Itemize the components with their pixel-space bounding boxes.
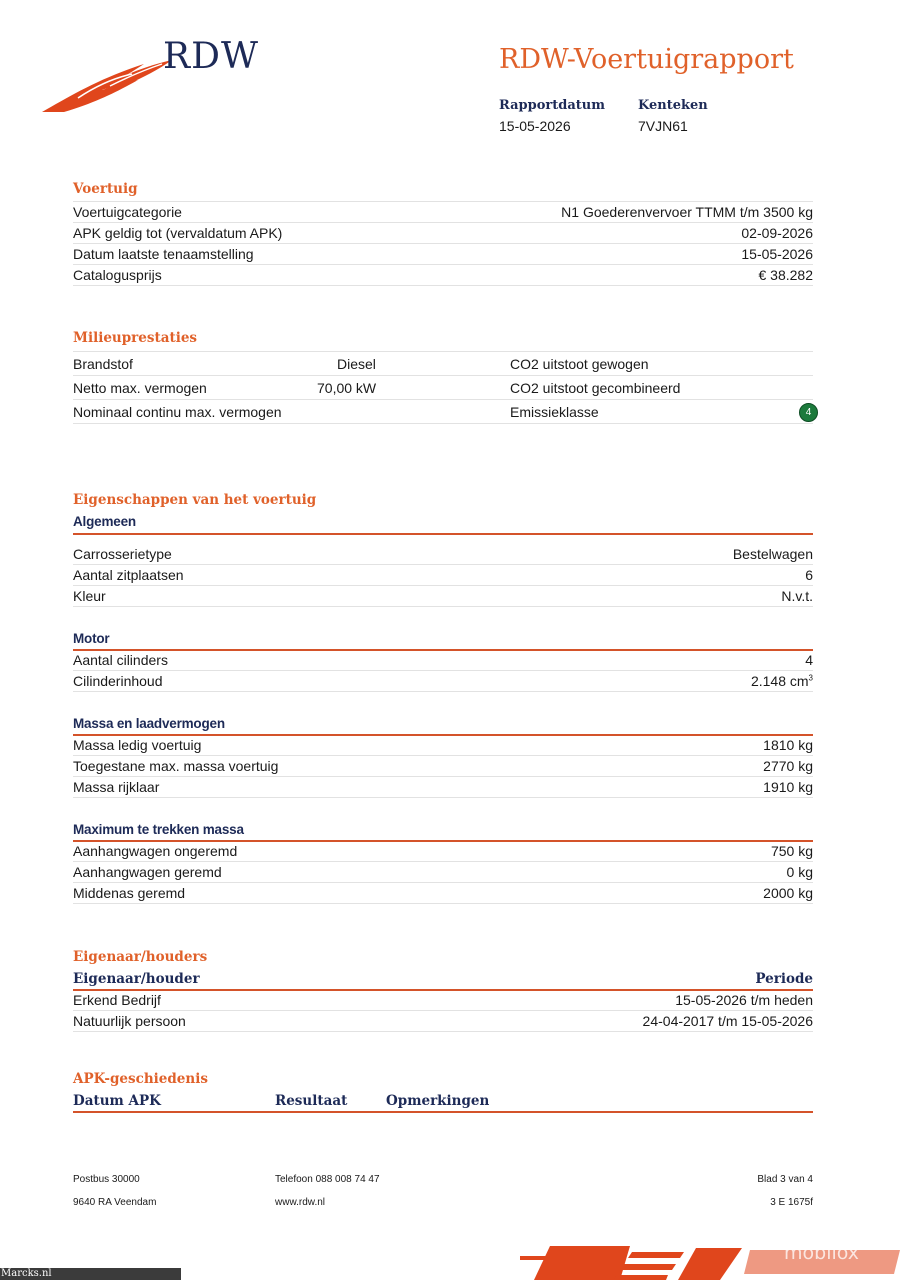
table-row bbox=[73, 265, 813, 286]
watermark-bar-left bbox=[0, 1268, 181, 1280]
divider bbox=[73, 533, 813, 535]
row-value: 750 kg bbox=[770, 843, 813, 859]
row-label: Aanhangwagen geremd bbox=[73, 864, 222, 880]
table-row bbox=[73, 1011, 813, 1032]
row-value: 24-04-2017 t/m 15-05-2026 bbox=[642, 1013, 813, 1029]
row-label: Massa rijklaar bbox=[73, 779, 160, 795]
row-label: Carrosserietype bbox=[73, 546, 172, 562]
table-row bbox=[73, 544, 813, 565]
subhead-motor: Motor bbox=[73, 631, 110, 646]
row-label: APK geldig tot (vervaldatum APK) bbox=[73, 225, 283, 241]
table-row bbox=[73, 777, 813, 798]
row-value: 2770 kg bbox=[763, 758, 813, 774]
column-header-result: Resultaat bbox=[275, 1093, 348, 1109]
row-value bbox=[751, 673, 813, 689]
row-label: Datum laatste tenaamstelling bbox=[73, 246, 254, 262]
subhead-algemeen: Algemeen bbox=[73, 514, 136, 529]
footer-address-line1: Postbus 30000 bbox=[73, 1174, 140, 1185]
report-title: RDW-Voertuigrapport bbox=[499, 44, 794, 75]
section-title-voertuig: Voertuig bbox=[73, 181, 138, 197]
table-row bbox=[73, 883, 813, 904]
row-value: 02-09-2026 bbox=[741, 225, 813, 241]
column-header-owner: Eigenaar/houder bbox=[73, 971, 200, 987]
unit-superscript: 3 bbox=[808, 673, 813, 683]
table-row bbox=[73, 990, 813, 1011]
row-label: Massa ledig voertuig bbox=[73, 737, 202, 753]
table-row bbox=[73, 352, 813, 376]
table-row bbox=[73, 202, 813, 223]
table-row bbox=[73, 650, 813, 671]
column-header-period: Periode bbox=[755, 971, 813, 987]
emission-class-badge: 4 bbox=[799, 403, 818, 422]
footer-website-link[interactable]: www.rdw.nl bbox=[275, 1197, 326, 1208]
row-label: Middenas geremd bbox=[73, 885, 186, 901]
table-row bbox=[73, 376, 813, 400]
table-row bbox=[73, 223, 813, 244]
footer-page-number: Blad 3 van 4 bbox=[757, 1174, 813, 1185]
row-value: 2000 kg bbox=[763, 885, 813, 901]
section-title-apk: APK-geschiedenis bbox=[73, 1071, 208, 1087]
row-value: N.v.t. bbox=[781, 588, 813, 604]
table-row bbox=[73, 671, 813, 692]
table-row bbox=[73, 841, 813, 862]
row-label: Erkend Bedrijf bbox=[73, 992, 161, 1008]
footer-phone: Telefoon 088 008 74 47 bbox=[275, 1174, 380, 1185]
section-title-eigenschappen: Eigenschappen van het voertuig bbox=[73, 492, 317, 508]
table-row bbox=[73, 586, 813, 607]
license-plate-value: 7VJN61 bbox=[638, 118, 688, 134]
row-label: Catalogusprijs bbox=[73, 267, 162, 283]
row-label: Brandstof bbox=[73, 356, 133, 372]
table-row bbox=[73, 735, 813, 756]
row-value: 1810 kg bbox=[763, 737, 813, 753]
row-value: € 38.282 bbox=[758, 267, 813, 283]
watermark-text-left: Marcks.nl bbox=[1, 1268, 52, 1279]
subhead-trekken: Maximum te trekken massa bbox=[73, 822, 244, 837]
row-label: Natuurlijk persoon bbox=[73, 1013, 186, 1029]
row-label: Emissieklasse bbox=[510, 404, 599, 420]
row-value: 0 kg bbox=[786, 864, 813, 880]
report-date-label: Rapportdatum bbox=[499, 98, 605, 113]
license-plate-label: Kenteken bbox=[638, 98, 708, 113]
row-value: 1910 kg bbox=[763, 779, 813, 795]
row-label: Aantal cilinders bbox=[73, 652, 168, 668]
divider bbox=[73, 1111, 813, 1113]
row-label: Cilinderinhoud bbox=[73, 673, 163, 689]
rdw-logo-text: RDW bbox=[163, 36, 259, 77]
table-row bbox=[73, 862, 813, 883]
row-label: CO2 uitstoot gewogen bbox=[510, 356, 649, 372]
rdw-logo-icon bbox=[40, 56, 175, 116]
row-value: Bestelwagen bbox=[732, 546, 813, 562]
table-row bbox=[73, 400, 813, 424]
row-value: Diesel bbox=[337, 356, 376, 372]
subhead-massa: Massa en laadvermogen bbox=[73, 716, 225, 731]
watermark-text-right: mobilox bbox=[784, 1242, 860, 1264]
row-label: Nominaal continu max. vermogen bbox=[73, 404, 282, 420]
table-row bbox=[73, 756, 813, 777]
row-label: Voertuigcategorie bbox=[73, 204, 182, 220]
row-label: Aantal zitplaatsen bbox=[73, 567, 184, 583]
row-label: Netto max. vermogen bbox=[73, 380, 207, 396]
table-row bbox=[73, 244, 813, 265]
row-value: 4 bbox=[805, 652, 813, 668]
section-title-eigenaar: Eigenaar/houders bbox=[73, 949, 208, 965]
footer-document-code: 3 E 1675f bbox=[770, 1197, 813, 1208]
displacement-value: 2.148 cm bbox=[750, 673, 809, 689]
row-value: 70,00 kW bbox=[317, 380, 377, 396]
column-header-apk-date: Datum APK bbox=[73, 1093, 161, 1109]
column-header-remarks: Opmerkingen bbox=[386, 1093, 490, 1109]
row-value: N1 Goederenvervoer TTMM t/m 3500 kg bbox=[561, 204, 813, 220]
row-value: 15-05-2026 t/m heden bbox=[675, 992, 813, 1008]
row-value: 6 bbox=[805, 567, 813, 583]
row-value: 15-05-2026 bbox=[741, 246, 813, 262]
section-title-milieu: Milieuprestaties bbox=[73, 330, 198, 346]
report-date-value: 15-05-2026 bbox=[499, 118, 571, 134]
row-label: CO2 uitstoot gecombineerd bbox=[510, 380, 681, 396]
row-label: Kleur bbox=[73, 588, 106, 604]
row-label: Aanhangwagen ongeremd bbox=[73, 843, 238, 859]
footer-address-line2: 9640 RA Veendam bbox=[73, 1197, 157, 1208]
row-label: Toegestane max. massa voertuig bbox=[73, 758, 279, 774]
table-row bbox=[73, 565, 813, 586]
